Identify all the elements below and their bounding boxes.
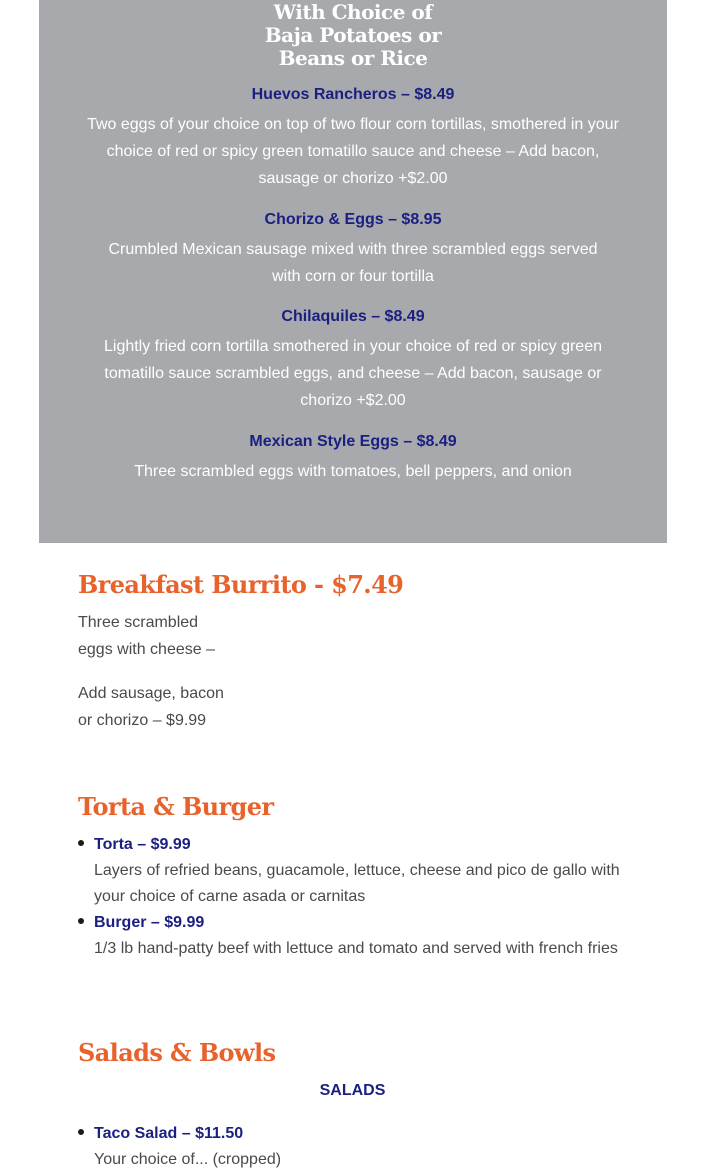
torta-burger-list [94, 832, 634, 962]
list-item-title: Torta – $9.99 [94, 836, 191, 853]
list-item [94, 832, 634, 910]
panel-heading-line: With Choice of [273, 0, 433, 24]
menu-item-description: Lightly fried corn tortilla smothered in your choice of red or spicy green tomatillo sauce scrambled eggs, and cheese – Add bacon, sausage or chorizo +$2.00 [103, 338, 602, 409]
torta-burger-heading: Torta & Burger [78, 792, 274, 821]
list-item [94, 1121, 634, 1173]
salads-list [94, 1121, 634, 1173]
list-item [94, 910, 634, 962]
panel-heading-line: Baja Potatoes or [264, 23, 442, 47]
burrito-line: or chorizo – $9.99 [78, 712, 207, 729]
burrito-line: Add sausage, bacon [78, 685, 224, 702]
burrito-line: eggs with cheese – [78, 641, 215, 658]
menu-item-title: Chilaquiles – $8.49 [281, 308, 425, 325]
menu-item-mexican-style-eggs [79, 432, 627, 485]
menu-item-chilaquiles [79, 307, 627, 414]
list-item-description: 1/3 lb hand-patty beef with lettuce and tomato and served with french fries [94, 940, 618, 957]
menu-item-description: Crumbled Mexican sausage mixed with three scrambled eggs served with corn or four tortilla [108, 241, 598, 285]
menu-item-huevos-rancheros [79, 85, 627, 192]
burrito-line: Three scrambled [78, 614, 199, 631]
list-item-description: Your choice of... (cropped) [94, 1151, 282, 1168]
panel-heading [39, 1, 667, 70]
menu-item-description: Three scrambled eggs with tomatoes, bell peppers, and onion [134, 463, 572, 480]
list-item-description: Layers of refried beans, guacamole, lettuce, cheese and pico de gallo with your choice of carne asada or carnitas [94, 862, 620, 905]
menu-item-title: Chorizo & Eggs – $8.95 [264, 211, 442, 228]
list-item-title: Burger – $9.99 [94, 914, 205, 931]
burrito-addon [78, 680, 224, 734]
menu-item-chorizo-eggs [79, 210, 627, 290]
menu-item-description: Two eggs of your choice on top of two flour corn tortillas, smothered in your choice of red or spicy green tomatillo sauce and cheese – Add bacon, sausage or chorizo +$2.00 [87, 116, 619, 187]
burrito-description [78, 609, 215, 663]
salads-bowls-heading: Salads & Bowls [78, 1038, 276, 1067]
salads-subheading: SALADS [319, 1082, 386, 1099]
panel-heading-line: Beans or Rice [278, 46, 428, 70]
breakfast-panel [39, 0, 667, 543]
menu-item-title: Huevos Rancheros – $8.49 [251, 86, 455, 103]
breakfast-burrito-heading: Breakfast Burrito - $7.49 [78, 570, 404, 599]
menu-item-title: Mexican Style Eggs – $8.49 [249, 433, 457, 450]
list-item-title: Taco Salad – $11.50 [94, 1125, 244, 1142]
